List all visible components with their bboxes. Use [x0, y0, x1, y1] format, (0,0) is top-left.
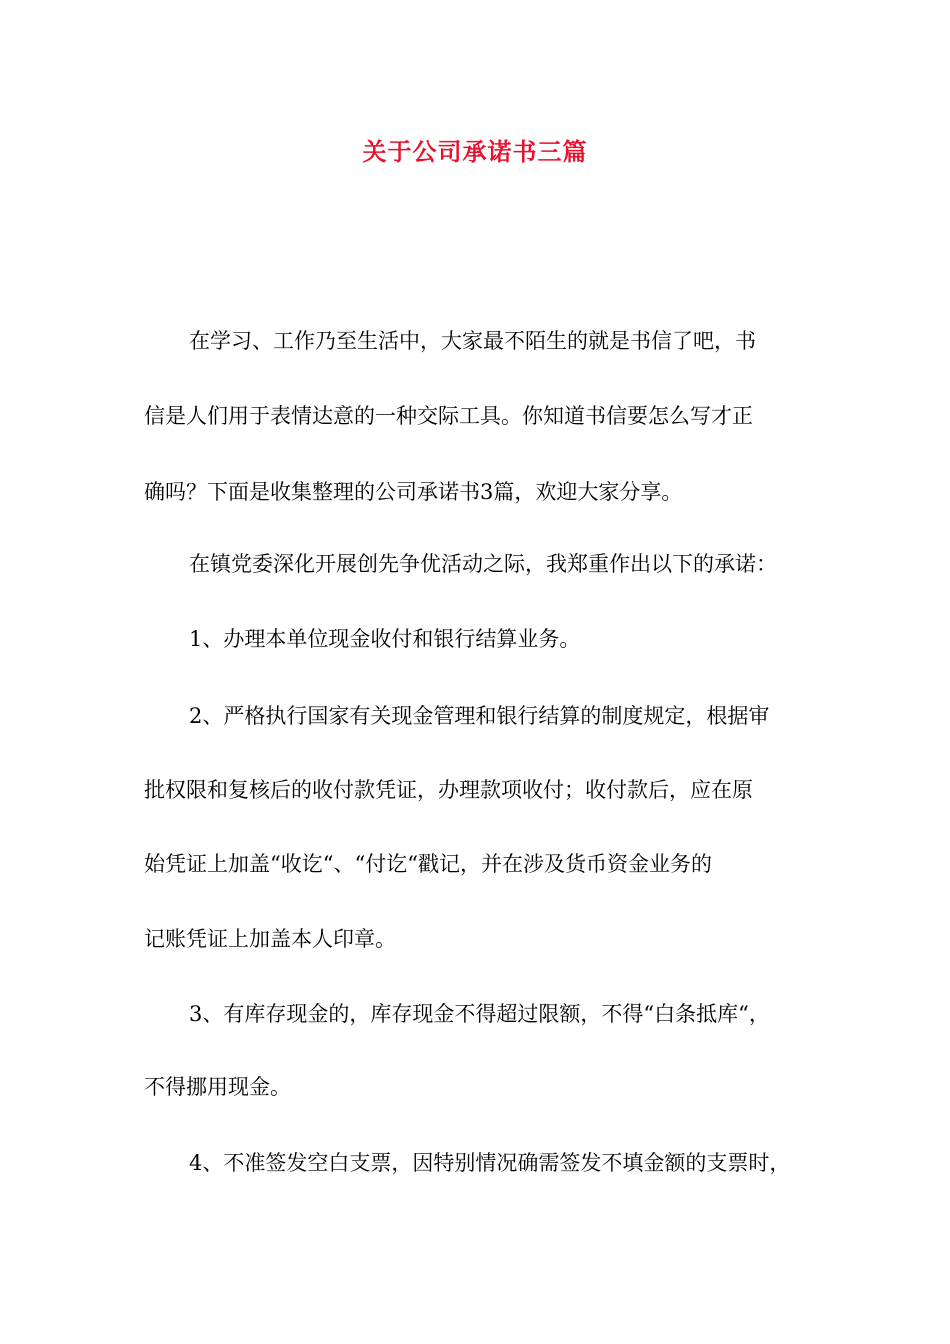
body-line-6: 2、严格执行国家有关现金管理和银行结算的制度规定，根据审 [189, 704, 770, 728]
body-line-7: 批权限和复核后的收付款凭证，办理款项收付；收付款后，应在原 [144, 778, 753, 802]
body-line-8: 始凭证上加盖“收讫“、“付讫“戳记，并在涉及货币资金业务的 [144, 852, 712, 876]
body-line-2: 信是人们用于表情达意的一种交际工具。你知道书信要怎么写才正 [144, 404, 753, 428]
body-line-9: 记账凭证上加盖本人印章。 [144, 927, 396, 951]
body-line-10: 3、有库存现金的，库存现金不得超过限额，不得“白条抵库“， [189, 1002, 770, 1026]
body-line-11: 不得挪用现金。 [144, 1075, 291, 1099]
body-line-4: 在镇党委深化开展创先争优活动之际，我郑重作出以下的承诺： [189, 552, 777, 576]
body-line-12: 4、不准签发空白支票，因特别情况确需签发不填金额的支票时， [189, 1151, 791, 1175]
body-line-3: 确吗？下面是收集整理的公司承诺书3篇，欢迎大家分享。 [144, 480, 683, 504]
body-line-5: 1、办理本单位现金收付和银行结算业务。 [189, 627, 581, 651]
document-title: 关于公司承诺书三篇 [362, 138, 588, 166]
body-line-1: 在学习、工作乃至生活中，大家最不陌生的就是书信了吧，书 [189, 329, 756, 353]
